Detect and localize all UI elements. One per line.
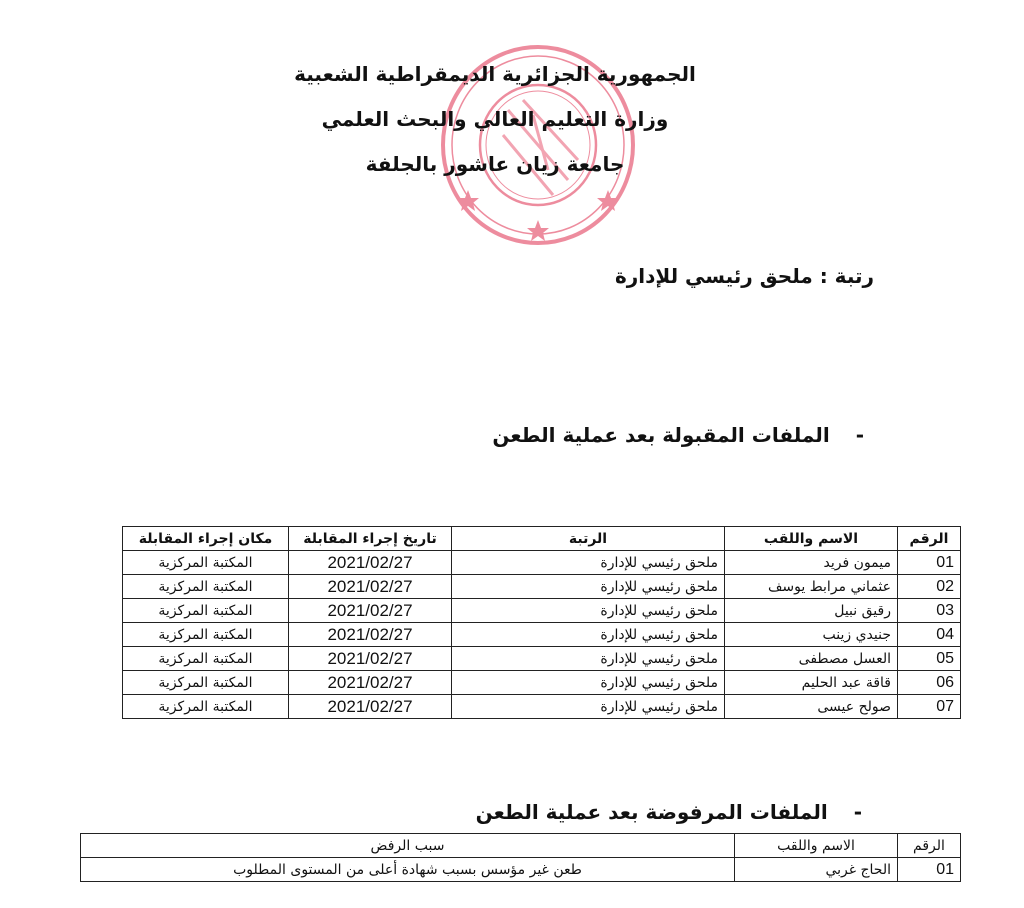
cell-date: 2021/02/27 <box>289 647 452 671</box>
cell-date: 2021/02/27 <box>289 599 452 623</box>
header-number: الرقم <box>898 834 961 858</box>
cell-name: الحاج غربي <box>735 858 898 882</box>
header-name: الاسم واللقب <box>725 527 898 551</box>
header-date: تاريخ إجراء المقابلة <box>289 527 452 551</box>
cell-number: 04 <box>898 623 961 647</box>
cell-rank: ملحق رئيسي للإدارة <box>452 599 725 623</box>
table-row <box>123 623 961 647</box>
table-row <box>81 858 961 882</box>
table-row <box>123 695 961 719</box>
header-name: الاسم واللقب <box>735 834 898 858</box>
cell-date: 2021/02/27 <box>289 695 452 719</box>
cell-name: عثماني مرابط يوسف <box>725 575 898 599</box>
accepted-section-title <box>492 423 864 447</box>
header-reason: سبب الرفض <box>81 834 735 858</box>
header-rank: الرتبة <box>452 527 725 551</box>
cell-rank: ملحق رئيسي للإدارة <box>452 551 725 575</box>
cell-place: المكتبة المركزية <box>123 623 289 647</box>
header-place: مكان إجراء المقابلة <box>123 527 289 551</box>
rejected-title-text: الملفات المرفوضة بعد عملية الطعن <box>475 800 828 824</box>
cell-rank: ملحق رئيسي للإدارة <box>452 647 725 671</box>
cell-name: العسل مصطفى <box>725 647 898 671</box>
accepted-header-row <box>123 527 961 551</box>
cell-number: 02 <box>898 575 961 599</box>
accepted-table <box>122 526 961 719</box>
cell-rank: ملحق رئيسي للإدارة <box>452 695 725 719</box>
table-row <box>123 647 961 671</box>
cell-number: 05 <box>898 647 961 671</box>
cell-reason: طعن غير مؤسس بسبب شهادة أعلى من المستوى المطلوب <box>81 858 735 882</box>
accepted-dash: - <box>855 423 864 447</box>
cell-name: جنيدي زينب <box>725 623 898 647</box>
rejected-dash: - <box>853 800 862 824</box>
table-row <box>123 599 961 623</box>
university-name: جامعة زيان عاشور بالجلفة <box>365 152 625 176</box>
cell-name: رقيق نبيل <box>725 599 898 623</box>
cell-date: 2021/02/27 <box>289 623 452 647</box>
rejected-table <box>80 833 961 882</box>
cell-date: 2021/02/27 <box>289 575 452 599</box>
cell-number: 01 <box>898 551 961 575</box>
rank-title: رتبة : ملحق رئيسي للإدارة <box>614 264 874 288</box>
cell-name: صولح عيسى <box>725 695 898 719</box>
cell-place: المكتبة المركزية <box>123 695 289 719</box>
ministry-name: وزارة التعليم العالي والبحث العلمي <box>321 107 669 131</box>
cell-rank: ملحق رئيسي للإدارة <box>452 575 725 599</box>
document-header <box>200 62 790 197</box>
cell-place: المكتبة المركزية <box>123 599 289 623</box>
rejected-section-title <box>476 800 862 824</box>
cell-number: 01 <box>898 858 961 882</box>
cell-date: 2021/02/27 <box>289 551 452 575</box>
cell-rank: ملحق رئيسي للإدارة <box>452 623 725 647</box>
cell-date: 2021/02/27 <box>289 671 452 695</box>
header-number: الرقم <box>898 527 961 551</box>
cell-number: 03 <box>898 599 961 623</box>
rejected-header-row <box>81 834 961 858</box>
cell-place: المكتبة المركزية <box>123 551 289 575</box>
accepted-title-text: الملفات المقبولة بعد عملية الطعن <box>492 423 830 447</box>
republic-name: الجمهورية الجزائرية الديمقراطية الشعبية <box>294 62 696 86</box>
table-row <box>123 551 961 575</box>
cell-name: قاقة عبد الحليم <box>725 671 898 695</box>
table-row <box>123 575 961 599</box>
cell-place: المكتبة المركزية <box>123 575 289 599</box>
cell-number: 06 <box>898 671 961 695</box>
cell-rank: ملحق رئيسي للإدارة <box>452 671 725 695</box>
cell-number: 07 <box>898 695 961 719</box>
cell-place: المكتبة المركزية <box>123 647 289 671</box>
cell-name: ميمون فريد <box>725 551 898 575</box>
cell-place: المكتبة المركزية <box>123 671 289 695</box>
table-row <box>123 671 961 695</box>
